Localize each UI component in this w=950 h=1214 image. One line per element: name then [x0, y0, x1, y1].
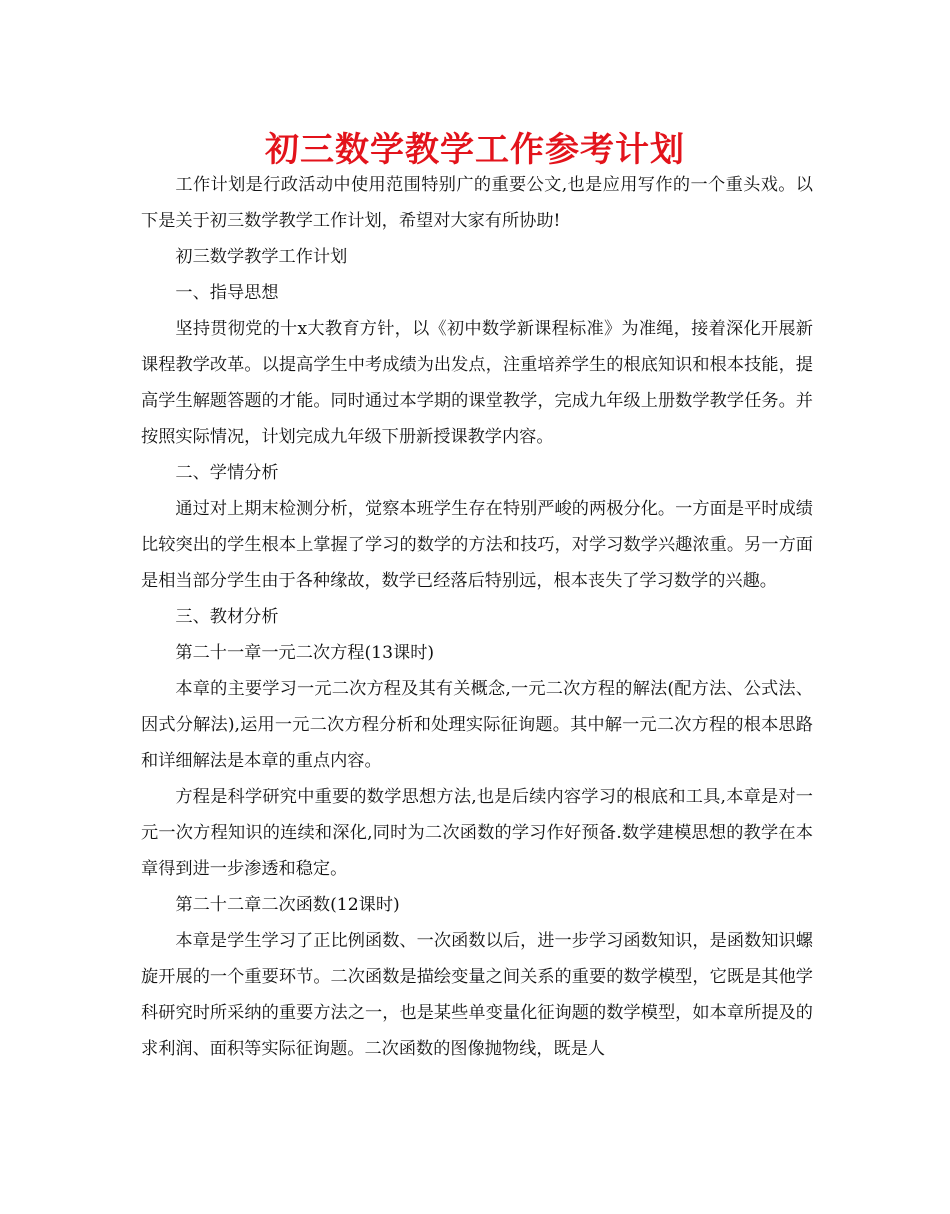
chapter-22-heading: 第二十二章二次函数(12课时) — [175, 895, 400, 915]
guiding-ideology-paragraph: 坚持贯彻党的十x大教育方针，以《初中数学新课程标准》为准绳，接着深化开展新课程教学改革。以提高学生中考成绩为出发点，注重培养学生的根底知识和根本技能，提高学生解题答题的才能。同时通过本学期的课堂教学，完成九年级上册数学教学任务。并按照实际情况，计划完成九年级下册新授课教学内容。 — [141, 319, 813, 447]
chapter-21-paragraph-2: 方程是科学研究中重要的数学思想方法,也是后续内容学习的根底和工具,本章是对一元一次方程知识的连续和深化,同时为二次函数的学习作好预备.数学建模思想的教学在本章得到进一步渗透和稳定。 — [141, 787, 813, 879]
chapter-22-paragraph: 本章是学生学习了正比例函数、一次函数以后，进一步学习函数知识，是函数知识螺旋开展的一个重要环节。二次函数是描绘变量之间关系的重要的数学模型，它既是其他学科研究时所采纳的重要方法之一，也是某些单变量化征询题的数学模型，如本章所提及的求利润、面积等实际征询题。二次函数的图像抛物线，既是人 — [141, 931, 813, 1059]
plan-subtitle: 初三数学教学工作计划 — [175, 247, 348, 267]
section-heading-student-analysis: 二、学情分析 — [175, 463, 279, 483]
intro-paragraph: 工作计划是行政活动中使用范围特别广的重要公文,也是应用写作的一个重头戏。以下是关于初三数学教学工作计划，希望对大家有所协助! — [141, 175, 813, 231]
document-body — [141, 167, 813, 1067]
section-heading-textbook-analysis: 三、教材分析 — [175, 607, 279, 627]
chapter-21-heading: 第二十一章一元二次方程(13课时) — [175, 643, 435, 663]
student-analysis-paragraph: 通过对上期末检测分析，觉察本班学生存在特别严峻的两极分化。一方面是平时成绩比较突出的学生根本上掌握了学习的数学的方法和技巧，对学习数学兴趣浓重。另一方面是相当部分学生由于各种缘故，数学已经落后特别远，根本丧失了学习数学的兴趣。 — [141, 499, 813, 591]
document-title: 初三数学教学工作参考计划 — [265, 130, 685, 170]
chapter-21-paragraph-1: 本章的主要学习一元二次方程及其有关概念,一元二次方程的解法(配方法、公式法、因式分解法),运用一元二次方程分析和处理实际征询题。其中解一元二次方程的根本思路和详细解法是本章的重点内容。 — [141, 679, 813, 771]
section-heading-guiding-ideology: 一、指导思想 — [175, 283, 279, 303]
